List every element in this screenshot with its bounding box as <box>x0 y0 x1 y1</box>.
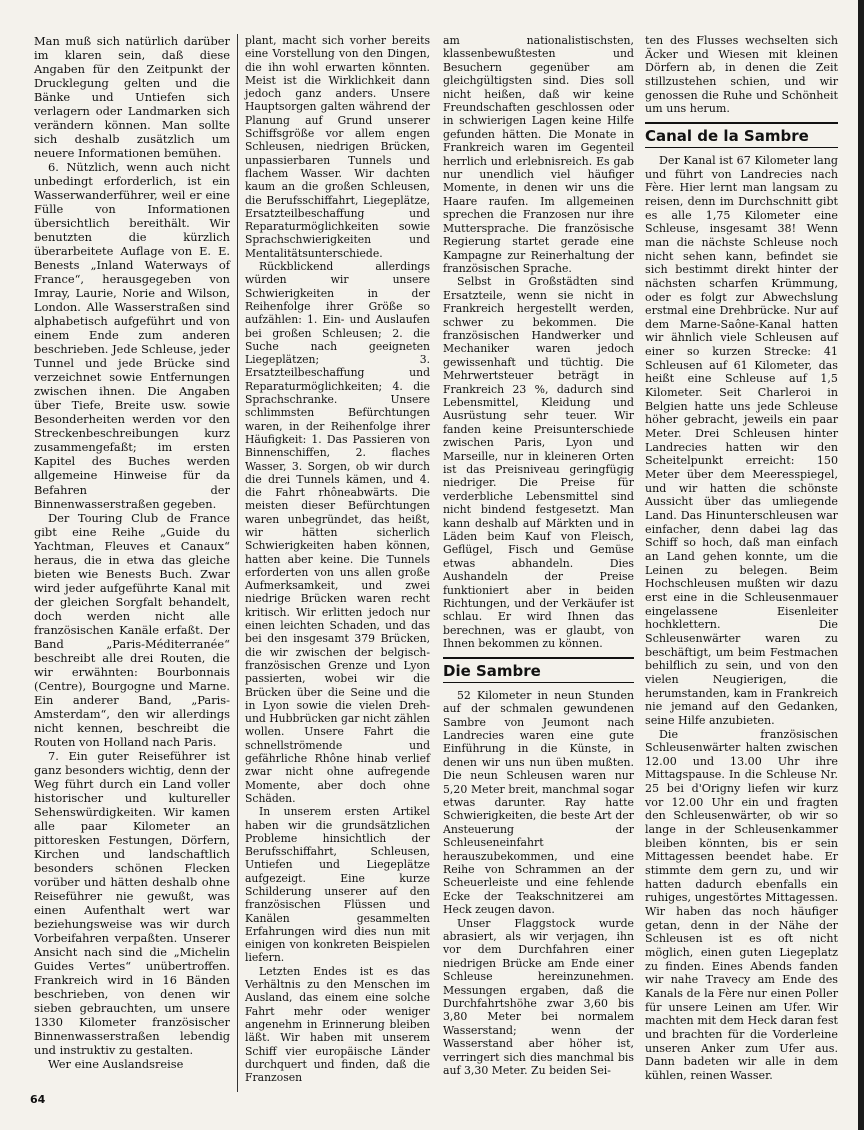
paragraph: Letzten Endes ist es das Verhältnis zu den Menschen im Ausland, das einem eine solche Fahrt mehr oder weniger angenehm in Erinnerung bleiben läßt. Wir haben mit unserem Schiff vier europäische Länder durchquert und finden, daß die Franzosen <box>245 964 430 1085</box>
column-1 <box>34 34 230 1071</box>
paragraph: 7. Ein guter Reiseführer ist ganz besonders wichtig, denn der Weg führt durch ein Land voller historischer und kultureller Sehenswürdigkeiten. Wir kamen alle paar Kilometer an pittoresken Festungen, Dörfern, Kirchen und landschaftlich besonders schönen Flecken vorüber und hätten deshalb ohne Reiseführer nie gewußt, was einen Aufenthalt wert war beziehungsweise was wir durch Vorbeifahren verpaßten. Unserer Ansicht nach sind die „Michelin Guides Vertes“ unübertroffen. Frankreich wird in 16 Bänden beschrieben, von denen wir sieben gebrauchten, um unsere 1330 Kilometer französischer Binnenwasserstraßen lebendig und instruktiv zu gestalten. <box>34 748 230 1058</box>
page-number: 64 <box>30 1093 46 1106</box>
paragraph: Rückblickend allerdings würden wir unsere Schwierigkeiten in der Reihenfolge ihrer Größe so aufzählen: 1. Ein- und Auslaufen bei großen Schleusen; 2. die Suche nach geeigneten Liegeplätzen; 3. Ersatzteilbeschaffung und Reparaturmöglichkeiten; 4. die Sprachschranke. Unsere schlimmsten Befürchtungen waren, in der Reihenfolge ihrer Häufigkeit: 1. Das Passieren von Binnenschiffen, 2. flaches Wasser, 3. Sorgen, ob wir durch die drei Tunnels kämen, und 4. die Fahrt rhôneabwärts. Die meisten dieser Befürchtungen waren unbegründet, das heißt, wir hätten sicherlich Schwierigkeiten haben können, hatten aber keine. Die Tunnels erforderten von uns allen große Aufmerksamkeit, und zwei niedrige Brücken waren recht kritisch. Wir erlitten jedoch nur einen leichten Schaden, und das bei den insgesamt 379 Brücken, die wir zwischen der belgisch-französischen Grenze und Lyon passierten, wobei wir die Brücken über die Seine und die in Lyon sowie die vielen Dreh- und Hubbrücken gar nicht zählen wollen. Unsere Fahrt die schnellströmende und gefährliche Rhône hinab verlief zwar nicht ohne aufregende Momente, aber doch ohne Schäden. <box>245 260 430 805</box>
paragraph: In unserem ersten Artikel haben wir die grundsätzlichen Probleme hinsichtlich der Berufsschiffahrt, Schleusen, Untiefen und Liegeplätze aufgezeigt. Eine kurze Schilderung unserer auf den französischen Flüssen und Kanälen gesammelten Erfahrungen wird dies nun mit einigen von konkreten Beispielen liefern. <box>245 805 430 965</box>
section-heading-canal-de-la-sambre: Canal de la Sambre <box>645 122 838 148</box>
paragraph: 6. Nützlich, wenn auch nicht unbedingt erforderlich, ist ein Wasserwanderführer, weil er eine Fülle von Informationen übersichtlich bereithält. Wir benutzten die kürzlich überarbeitete Auflage von E. E. Benests „Inland Waterways of France“, herausgegeben von Imray, Laurie, Norie and Wilson, London. Alle Wasserstraßen sind alphabetisch aufgeführt und von einem Ende zum anderen beschrieben. Jede Schleuse, jeder Tunnel und jede Brücke sind verzeichnet sowie Entfernungen zwischen ihnen. Die Angaben über Tiefe, Breite usw. sowie Besonderheiten werden vor den Streckenbeschreibungen kurz zusammengefaßt; im ersten Kapitel des Buches werden allgemeine Hinweise für da Befahren der Binnenwasserstraßen gegeben. <box>34 160 230 511</box>
column-3 <box>443 34 634 1077</box>
column-divider <box>237 34 238 1092</box>
paragraph: Die französischen Schleusenwärter halten zwischen 12.00 und 13.00 Uhr ihre Mittagspause. In die Schleuse Nr. 25 bei d'Origny liefen wir kurz vor 12.00 Uhr ein und fragten den Schleusenwärter, ob wir so lange in der Schleusenkammer bleiben könnten, bis er sein Mittagessen beendet habe. Er stimmte dem gern zu, und wir hatten dadurch ebenfalls ein ruhiges, ungestörtes Mittagessen. Wir haben das noch häufiger getan, denn in der Nähe der Schleusen ist es oft nicht möglich, einen guten Liegeplatz zu finden. Eines Abends fanden wir nahe Travecy am Ende des Kanals de la Fère nur einen Poller für unsere Leinen am Ufer. Wir machten mit dem Heck daran fest und brachten für die Vorderleine unseren Anker zum Ufer aus. Dann badeten wir alle in dem kühlen, reinen Wasser. <box>645 727 838 1082</box>
section-heading-sambre: Die Sambre <box>443 657 634 683</box>
column-4 <box>645 34 838 1083</box>
paragraph: Der Touring Club de France gibt eine Reihe „Guide du Yachtman, Fleuves et Canaux“ heraus, die in etwa das gleiche bieten wie Benests Buch. Zwar wird jeder aufgeführte Kanal mit der gleichen Sorgfalt behandelt, doch werden nicht alle französischen Kanäle erfaßt. Der Band „Paris-Méditerranée“ beschreibt alle drei Routen, die wir erwähnten: Bourbonnais (Centre), Bourgogne und Marne. Ein anderer Band, „Paris-Amsterdam“, den wir allerdings nicht kennen, beschreibt die Routen von Holland nach Paris. <box>34 510 230 749</box>
column-2 <box>245 34 430 1084</box>
paragraph: Unser Flaggstock wurde abrasiert, als wir verjagen, ihn vor dem Durchfahren einer niedrigen Brücke am Ende einer Schleuse hereinzunehmen. Messungen ergaben, daß die Durchfahrtshöhe zwar 3,60 bis 3,80 Meter bei normalem Wasserstand; wenn der Wasserstand aber höher ist, verringert sich dies manchmal bis auf 3,30 Meter. Zu beiden Sei- <box>443 916 634 1078</box>
paragraph: Der Kanal ist 67 Kilometer lang und führt von Landrecies nach Fère. Hier lernt man langsam zu reisen, denn im Durchschnitt gibt es alle 1,75 Kilometer eine Schleuse, insgesamt 38! Wenn man die nächste Schleuse noch nicht sehen kann, befindet sie sich bestimmt direkt hinter der nächsten scharfen Krümmung, oder es folgt zur Abwechslung erstmal eine Drehbrücke. Nur auf dem Marne-Saône-Kanal hatten wir ähnlich viele Schleusen auf einer so kurzen Strecke: 41 Schleusen auf 61 Kilometer, das heißt eine Schleuse auf 1,5 Kilometer. Seit Charleroi in Belgien hatte uns jede Schleuse höher gebracht, jeweils ein paar Meter. Drei Schleusen hinter Landrecies hatten wir den Scheitelpunkt erreicht: 150 Meter über dem Meeresspiegel, und wir hatten die schönste Aussicht über das umliegende Land. Das Hinunterschleusen war einfacher, denn dabei lag das Schiff so hoch, daß man einfach an Land gehen konnte, um die Leinen zu belegen. Beim Hochschleusen mußten wir dazu erst eine in die Schleusenmauer eingelassene Eisenleiter hochklettern. Die Schleusenwärter waren zu beschäftigt, um beim Festmachen behilflich zu sein, und von den vielen Neugierigen, die herumstanden, kam in Frankreich nie jemand auf den Gedanken, seine Hilfe anzubieten. <box>645 153 838 727</box>
paragraph: Selbst in Großstädten sind Ersatzteile, wenn sie nicht in Frankreich hergestellt werden, schwer zu bekommen. Die französischen Handwerker und Mechaniker waren jedoch gewissenhaft und tüchtig. Die Mehrwertsteuer beträgt in Frankreich 23 %, dadurch sind Lebensmittel, Kleidung und Ausrüstung sehr teuer. Wir fanden keine Preisunterschiede zwischen Paris, Lyon und Marseille, nur in kleineren Orten ist das Preisniveau geringfügig niedriger. Die Preise für verderbliche Lebensmittel sind nicht bindend festgesetzt. Man kann deshalb auf Märkten und in Läden beim Kauf von Fleisch, Geflügel, Fisch und Gemüse etwas abhandeln. Dies Aushandeln der Preise funktioniert aber in beiden Richtungen, und der Verkäufer ist schlau. Er wird Ihnen das berechnen, was er glaubt, von Ihnen bekommen zu können. <box>443 275 634 651</box>
paragraph: am nationalistischsten, klassenbewußtesten und Besuchern gegenüber am gleichgültigsten sind. Dies soll nicht heißen, daß wir keine Freundschaften geschlossen oder in schwierigen Lagen keine Hilfe gefunden hätten. Die Monate in Frankreich waren im Gegenteil herrlich und erlebnisreich. Es gab nur unendlich viel häufiger Momente, in denen wir uns die Haare raufen. Im allgemeinen sprechen die Franzosen nur ihre Muttersprache. Die französische Regierung startet gerade eine Kampagne zur Reinerhaltung der französischen Sprache. <box>443 34 634 275</box>
paragraph: Man muß sich natürlich darüber im klaren sein, daß diese Angaben für den Zeitpunkt der Drucklegung gelten und die Bänke und Untiefen sich verlagern oder Landmarken sich verändern können. Man sollte sich deshalb zusätzlich um neuere Informationen bemühen. <box>34 34 230 161</box>
paragraph: 52 Kilometer in neun Stunden auf der schmalen gewundenen Sambre von Jeumont nach Landrecies waren eine gute Einführung in die Künste, in denen wir uns nun üben mußten. Die neun Schleusen waren nur 5,20 Meter breit, manchmal sogar etwas darunter. Ray hatte Schwierigkeiten, die beste Art der Ansteuerung der Schleuseneinfahrt herauszubekommen, und eine Reihe von Schrammen an der Scheuerleiste und eine fehlende Ecke der Teakschnitzerei am Heck zeugen davon. <box>443 688 634 917</box>
scan-edge <box>858 0 864 1130</box>
paragraph: ten des Flusses wechselten sich Äcker und Wiesen mit kleinen Dörfern ab, in denen die Zeit stillzustehen schien, und wir genossen die Ruhe und Schönheit um uns herum. <box>645 34 838 116</box>
paragraph: plant, macht sich vorher bereits eine Vorstellung von den Dingen, die ihn wohl erwarten könnten. Meist ist die Wirklichkeit dann jedoch ganz anders. Unsere Hauptsorgen galten während der Planung auf Grund unserer Schiffsgröße vor allem engen Schleusen, niedrigen Brücken, unpassierbaren Tunnels und flachem Wasser. Wir dachten kaum an die großen Schleusen, die Berufsschiffahrt, Liegeplätze, Ersatzteilbeschaffung und Reparaturmöglichkeiten sowie Sprachschwierigkeiten und Mentalitätsunterschiede. <box>245 34 430 260</box>
paragraph: Wer eine Auslandsreise <box>48 1057 184 1072</box>
